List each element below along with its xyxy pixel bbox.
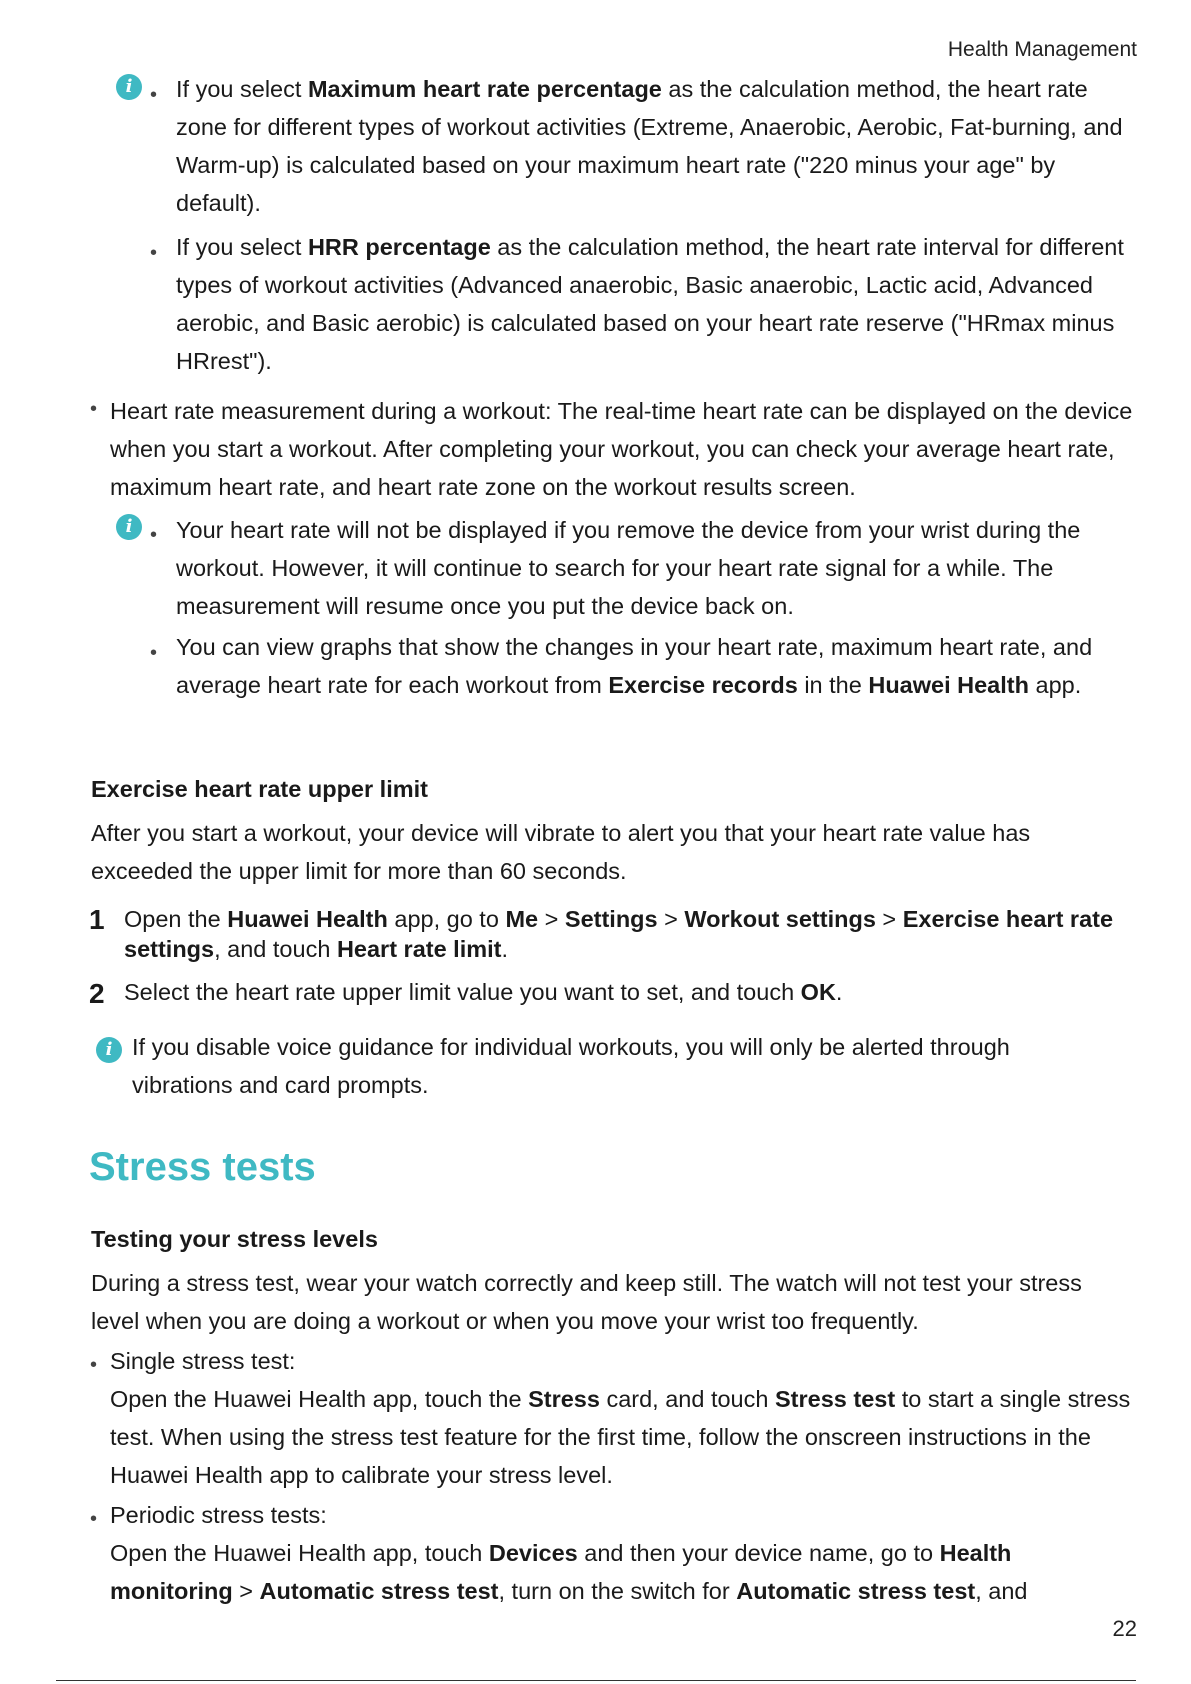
note2-item-2: You can view graphs that show the changes in your heart rate, maximum heart rate, and average heart rate for each workout from Exercise records in the Huawei Health app. [176,634,1093,698]
stress-intro: During a stress test, wear your watch correctly and keep still. The watch will not test your stress level when you are doing a workout or when you move your wrist too frequently. [91,1270,1082,1334]
running-header: Health Management [947,38,1137,61]
note1-item-2: If you select HRR percentage as the calculation method, the heart rate interval for different types of workout activities (Advanced anaerobic, Basic anaerobic, Lactic acid, Advanced aerobic, and Basic aerobic) is calculated based on your heart rate reserve ("HRmax minus HRrest"). [176,234,1124,374]
stress-subheading: Testing your stress levels [91,1226,378,1252]
upper-limit-heading: Exercise heart rate upper limit [91,776,428,802]
info-icon: i [116,74,142,100]
periodic-stress-label: Periodic stress tests: [110,1502,327,1528]
section-title-stress: Stress tests [89,1145,316,1189]
bullet-marker: • [90,398,98,420]
step-number: 1 [89,904,105,935]
single-stress-label: Single stress test: [110,1348,296,1374]
step-number: 2 [89,978,105,1009]
info-icon: i [96,1037,122,1063]
periodic-stress-text: Open the Huawei Health app, touch Devices and then your device name, go to Health monitoring > Automatic stress test, turn on the switch for Automatic stress test, and [110,1540,1028,1604]
page-number: 22 [1112,1616,1137,1641]
footer-rule [56,1680,1136,1681]
upper-limit-note: If you disable voice guidance for individual workouts, you will only be alerted through vibrations and card prompts. [132,1034,1010,1098]
info-icon: i [116,514,142,540]
step-1-text: Open the Huawei Health app, go to Me > Settings > Workout settings > Exercise heart rate settings, and touch Heart rate limit. [124,906,1114,962]
bullet-marker: • [90,1508,98,1530]
step-2-text: Select the heart rate upper limit value you want to set, and touch OK. [124,979,843,1005]
single-stress-text: Open the Huawei Health app, touch the Stress card, and touch Stress test to start a single stress test. When using the stress test feature for the first time, follow the onscreen instructions in the Huawei Health app to calibrate your stress level. [110,1386,1131,1488]
workout-heart-rate-text: Heart rate measurement during a workout: The real-time heart rate can be displayed on the device when you start a workout. After completing your workout, you can check your average heart rate, maximum heart rate, and heart rate zone on the workout results screen. [110,398,1133,500]
bullet-marker: • [150,524,158,546]
upper-limit-intro: After you start a workout, your device will vibrate to alert you that your heart rate value has exceeded the upper limit for more than 60 seconds. [91,820,1031,884]
bullet-marker: • [150,242,158,264]
note1-item-1: If you select Maximum heart rate percentage as the calculation method, the heart rate zone for different types of workout activities (Extreme, Anaerobic, Aerobic, Fat-burning, and Warm-up) is calculated based on your maximum heart rate ("220 minus your age" by default). [176,76,1123,216]
bullet-marker: • [90,1354,98,1376]
bullet-marker: • [150,84,158,106]
note2-item-1: Your heart rate will not be displayed if you remove the device from your wrist during the workout. However, it will continue to search for your heart rate signal for a while. The measurement will resume once you put the device back on. [176,517,1081,619]
bullet-marker: • [150,642,158,664]
